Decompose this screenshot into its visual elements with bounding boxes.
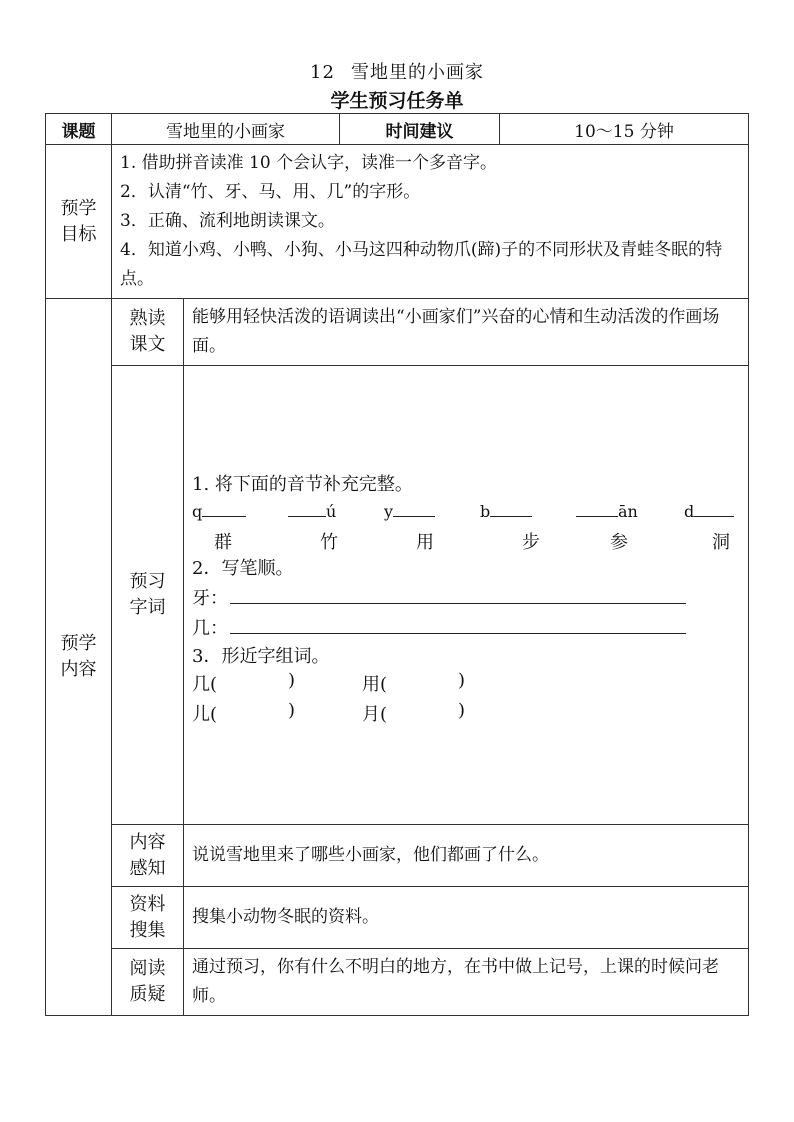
character: 用 xyxy=(416,532,434,553)
research-row xyxy=(46,887,749,949)
goals-row xyxy=(46,145,749,299)
pinyin-item[interactable]: y xyxy=(384,502,435,521)
content-label: 预学内容 xyxy=(46,299,112,1016)
character: 参 xyxy=(610,532,628,553)
goals-label: 预学目标 xyxy=(46,145,112,299)
stroke-order-ya[interactable]: 牙： xyxy=(192,584,686,610)
pinyin-blanks xyxy=(192,502,742,524)
research-label: 资料搜集 xyxy=(112,887,184,949)
lesson-number: 12 xyxy=(310,62,335,83)
pinyin-item[interactable]: d xyxy=(684,502,734,521)
read-aloud-row xyxy=(46,299,749,366)
worksheet-subtitle: 学生预习任务单 xyxy=(330,90,464,112)
task-2-instruction: 2．写笔顺。 xyxy=(192,558,294,579)
research-text: 搜集小动物冬眠的资料。 xyxy=(184,887,749,949)
lesson-title xyxy=(0,58,794,84)
pinyin-item[interactable]: ú xyxy=(288,502,336,521)
worksheet-table xyxy=(45,113,749,1016)
read-aloud-label: 熟读课文 xyxy=(112,299,184,366)
words-row xyxy=(46,366,749,825)
pinyin-item[interactable]: q xyxy=(192,502,246,521)
goal-item: 4．知道小鸡、小鸭、小狗、小马这四种动物爪(蹄)子的不同形状及青蛙冬眠的特点。 xyxy=(120,240,723,289)
words-workspace: 1. 将下面的音节补充完整。 q ú y b ān d 群 竹 用 步 参 洞 2．写笔顺。 牙： 几： 3．形近字组词。 几( ) 用( ) 儿( ) 月( ) xyxy=(184,366,749,825)
task-1-instruction: 1. 将下面的音节补充完整。 xyxy=(192,474,413,495)
pinyin-item[interactable]: b xyxy=(480,502,532,521)
goal-item: 2．认清“竹、牙、马、用、几”的字形。 xyxy=(120,182,421,202)
goals-list xyxy=(112,145,749,299)
words-label: 预习字词 xyxy=(112,366,184,825)
perception-label: 内容感知 xyxy=(112,825,184,887)
character: 洞 xyxy=(712,532,730,553)
topic-value: 雪地里的小画家 xyxy=(112,114,340,145)
topic-label: 课题 xyxy=(46,114,112,145)
goal-item: 1. 借助拼音读准 10 个会认字，读准一个多音字。 xyxy=(120,153,498,173)
topic-row xyxy=(46,114,749,145)
questions-text: 通过预习，你有什么不明白的地方，在书中做上记号，上课的时候问老师。 xyxy=(184,949,749,1016)
character: 群 xyxy=(214,532,232,553)
perception-row xyxy=(46,825,749,887)
stroke-order-ji[interactable]: 几： xyxy=(192,614,686,640)
time-label: 时间建议 xyxy=(340,114,500,145)
character: 竹 xyxy=(320,532,338,553)
questions-row xyxy=(46,949,749,1016)
task-3-instruction: 3．形近字组词。 xyxy=(192,646,330,667)
time-value: 10～15 分钟 xyxy=(500,114,749,145)
pinyin-characters xyxy=(192,528,742,553)
goal-item: 3．正确、流利地朗读课文。 xyxy=(120,211,335,231)
perception-text: 说说雪地里来了哪些小画家，他们都画了什么。 xyxy=(184,825,749,887)
character: 步 xyxy=(522,532,540,553)
read-aloud-text: 能够用轻快活泼的语调读出“小画家们”兴奋的心情和生动活泼的作画场面。 xyxy=(184,299,749,366)
lesson-title-text: 雪地里的小画家 xyxy=(350,62,484,83)
questions-label: 阅读质疑 xyxy=(112,949,184,1016)
pinyin-item[interactable]: ān xyxy=(576,502,638,521)
